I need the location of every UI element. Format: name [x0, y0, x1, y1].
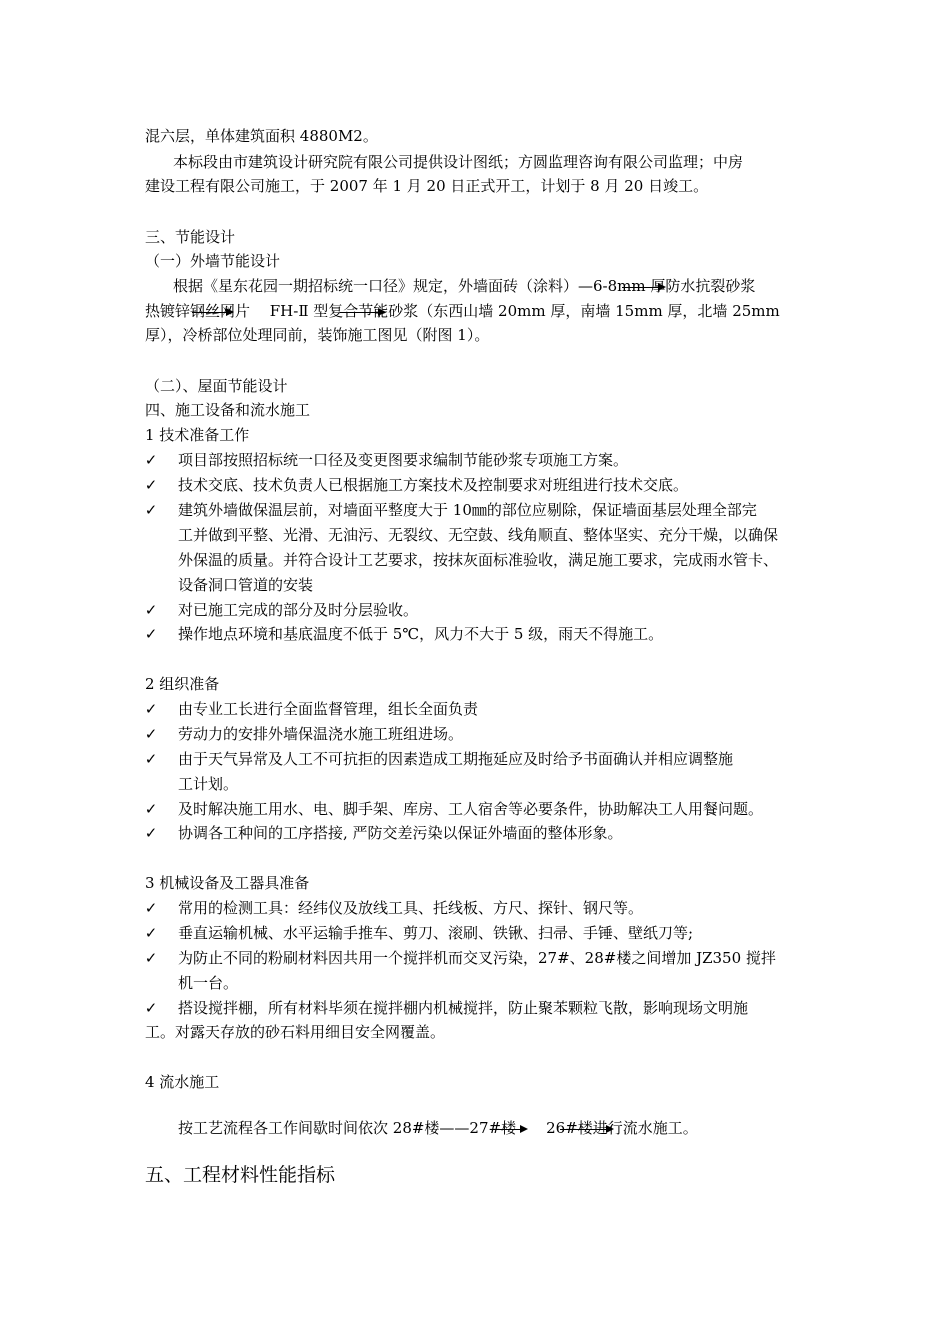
- list-item-continued: 外保温的质量。并符合设计工艺要求，按抹灰面标准验收，满足施工要求，完成雨水管卡、: [178, 551, 779, 569]
- list-item-continued: 设备洞口管道的安装: [178, 576, 314, 594]
- check-icon: ✓: [144, 750, 158, 768]
- check-icon: ✓: [144, 899, 158, 917]
- paragraph-flow-sequence: 按工艺流程各工作间歇时间依次 28#楼——27#楼 26#楼进行流水施工。: [178, 1119, 698, 1137]
- check-icon: ✓: [144, 999, 158, 1017]
- check-icon: ✓: [144, 501, 158, 519]
- subsection-heading-4-3: 3 机械设备及工器具准备: [145, 874, 310, 892]
- check-icon: ✓: [144, 476, 158, 494]
- section-heading-5: 五、工程材料性能指标: [145, 1164, 336, 1186]
- list-item-continued: 工并做到平整、光滑、无油污、无裂纹、无空鼓、线角顺直、整体坚实、充分干燥，以确保: [178, 526, 779, 544]
- check-icon: ✓: [144, 700, 158, 718]
- list-item: 劳动力的安排外墙保温浇水施工班组进场。: [178, 725, 464, 743]
- list-item-continued: 工计划。: [178, 775, 239, 793]
- check-icon: ✓: [144, 601, 158, 619]
- paragraph-building-area: 混六层，单体建筑面积 4880M2。: [145, 127, 378, 145]
- paragraph-wall-spec-line3: 厚），冷桥部位处理同前，装饰施工图见（附图 1）。: [145, 326, 490, 344]
- paragraph-contractors-line2: 建设工程有限公司施工，于 2007 年 1 月 20 日正式开工，计划于 8 月 20 日竣工。: [145, 177, 709, 195]
- subsection-heading-3-1: （一）外墙节能设计: [145, 252, 281, 270]
- check-icon: ✓: [144, 949, 158, 967]
- list-item: 项目部按照招标统一口径及变更图要求编制节能砂浆专项施工方案。: [178, 451, 629, 469]
- list-item: 为防止不同的粉刷材料因共用一个搅拌机而交叉污染，27#、28#楼之间增加 JZ350 搅拌: [178, 949, 776, 967]
- paragraph-wall-spec-line2: 热镀锌钢丝网片 FH-Ⅱ 型复合节能砂浆（东西山墙 20mm 厚，南墙 15mm 厚，北墙 25mm: [145, 302, 780, 320]
- flow-arrow: [192, 312, 228, 313]
- check-icon: ✓: [144, 824, 158, 842]
- list-item: 由专业工长进行全面监督管理，组长全面负责: [178, 700, 479, 718]
- list-item: 技术交底、技术负责人已根据施工方案技术及控制要求对班组进行技术交底。: [178, 476, 689, 494]
- check-icon: ✓: [144, 625, 158, 643]
- list-item: 常用的检测工具：经纬仪及放线工具、托线板、方尺、探针、钢尺等。: [178, 899, 644, 917]
- list-item: 操作地点环境和基底温度不低于 5℃，风力不大于 5 级，雨天不得施工。: [178, 625, 664, 643]
- check-icon: ✓: [144, 924, 158, 942]
- list-item: 由于天气异常及人工不可抗拒的因素造成工期拖延应及时给予书面确认并相应调整施: [178, 750, 734, 768]
- check-icon: ✓: [144, 451, 158, 469]
- list-item: 搭设搅拌棚，所有材料毕须在搅拌棚内机械搅拌，防止聚苯颗粒飞散，影响现场文明施: [178, 999, 749, 1017]
- list-item: 对已施工完成的部分及时分层验收。: [178, 601, 419, 619]
- flow-arrow: [340, 312, 380, 313]
- list-item: 垂直运输机械、水平运输手推车、剪刀、滚刷、铁锹、扫帚、手锤、壁纸刀等;: [178, 924, 694, 942]
- paragraph-wall-spec-line1: 根据《星东花园一期招标统一口径》规定，外墙面砖（涂料）—6-8mm 厚防水抗裂砂浆: [173, 277, 756, 295]
- list-item: 及时解决施工用水、电、脚手架、库房、工人宿舍等必要条件，协助解决工人用餐问题。: [178, 800, 764, 818]
- list-item: 建筑外墙做保温层前，对墙面平整度大于 10㎜的部位应剔除，保证墙面基层处理全部完: [178, 501, 757, 519]
- list-item: 协调各工种间的工序搭接, 严防交差污染以保证外墙面的整体形象。: [178, 824, 623, 842]
- flow-arrow: [622, 287, 660, 288]
- flow-arrow: [560, 1129, 608, 1130]
- subsection-heading-3-2: （二）、屋面节能设计: [145, 377, 288, 395]
- section-heading-3: 三、节能设计: [145, 228, 236, 246]
- check-icon: ✓: [144, 800, 158, 818]
- subsection-heading-4-4: 4 流水施工: [145, 1073, 220, 1091]
- list-item-continued: 机一台。: [178, 974, 239, 992]
- flow-arrow: [490, 1129, 522, 1130]
- check-icon: ✓: [144, 725, 158, 743]
- subsection-heading-4-1: 1 技术准备工作: [145, 426, 250, 444]
- section-heading-4: 四、施工设备和流水施工: [145, 401, 311, 419]
- subsection-heading-4-2: 2 组织准备: [145, 675, 220, 693]
- list-item-continued: 工。对露天存放的砂石料用细目安全网覆盖。: [145, 1023, 446, 1041]
- paragraph-contractors-line1: 本标段由市建筑设计研究院有限公司提供设计图纸；方圆监理咨询有限公司监理；中房: [173, 153, 744, 171]
